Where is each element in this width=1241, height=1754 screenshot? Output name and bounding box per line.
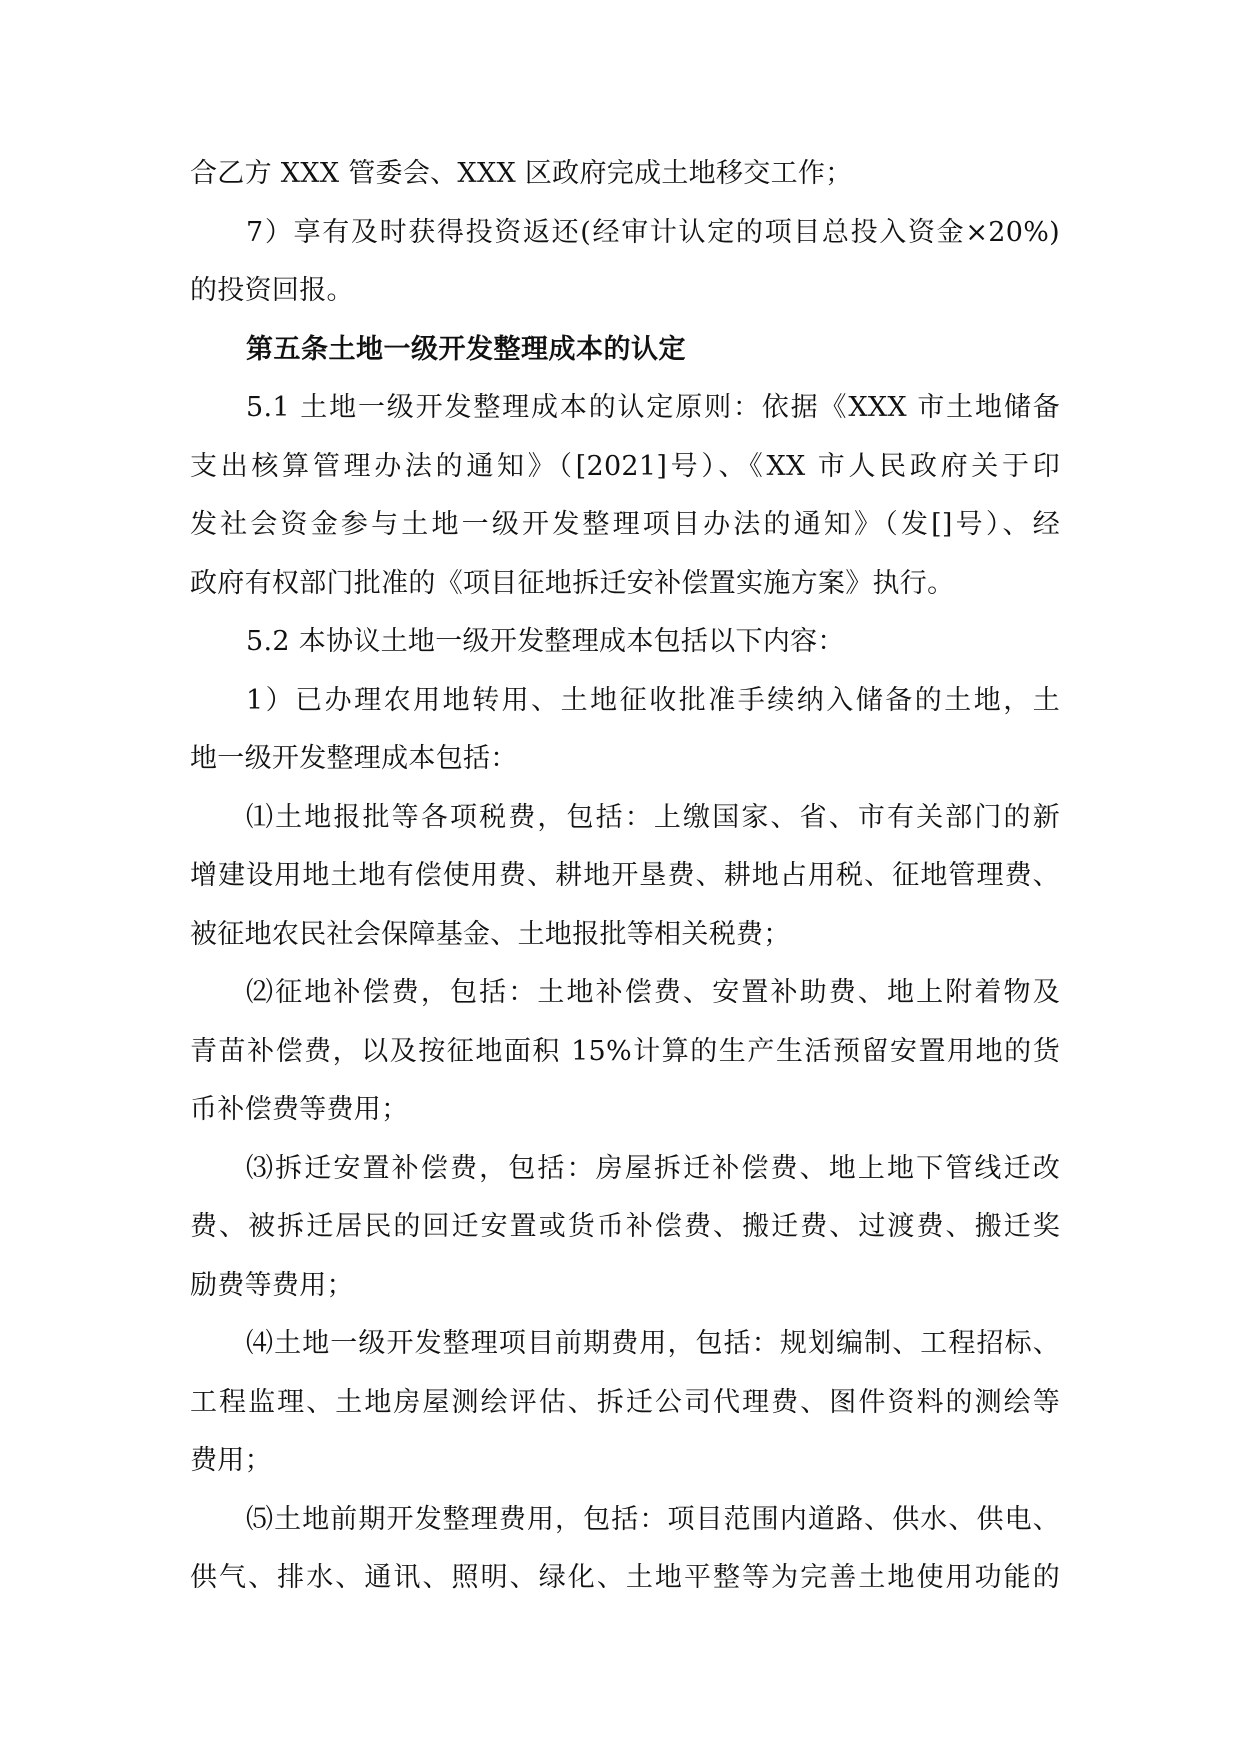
text-line: 地一级开发整理成本包括：	[190, 743, 518, 774]
text-line: 5.2 本协议土地一级开发整理成本包括以下内容：	[246, 626, 845, 657]
text-line: 供气、排水、通讯、照明、绿化、土地平整等为完善土地使用功能的	[190, 1562, 1060, 1593]
text-line: 的投资回报。	[190, 275, 354, 306]
text-line: ⑷土地一级开发整理项目前期费用，包括：规划编制、工程招标、	[246, 1328, 1060, 1359]
text-line: 政府有权部门批准的《项目征地拆迁安补偿置实施方案》执行。	[190, 567, 955, 599]
text-line: ⑶拆迁安置补偿费，包括：房屋拆迁补偿费、地上地下管线迁改	[246, 1152, 1060, 1184]
text-line: 增建设用地土地有偿使用费、耕地开垦费、耕地占用税、征地管理费、	[190, 860, 1060, 891]
text-line: 被征地农民社会保障基金、土地报批等相关税费；	[190, 918, 791, 950]
text-line: 5.1 土地一级开发整理成本的认定原则：依据《XXX 市土地储备	[246, 392, 1060, 423]
text-line: 7）享有及时获得投资返还(经审计认定的项目总投入资金×20%)	[246, 216, 1060, 248]
text-line: ⑵征地补偿费，包括：土地补偿费、安置补助费、地上附着物及	[246, 977, 1060, 1008]
text-line: ⑴土地报批等各项税费，包括：上缴国家、省、市有关部门的新	[246, 801, 1060, 833]
text-line: 费用；	[190, 1445, 272, 1476]
text-line: 1）已办理农用地转用、土地征收批准手续纳入储备的土地，土	[246, 684, 1060, 716]
section-heading: 第五条土地一级开发整理成本的认定	[246, 333, 686, 365]
text-line: 费、被拆迁居民的回迁安置或货币补偿费、搬迁费、过渡费、搬迁奖	[190, 1211, 1060, 1242]
text-line: 合乙方 XXX 管委会、XXX 区政府完成土地移交工作；	[190, 158, 853, 189]
text-line: 工程监理、土地房屋测绘评估、拆迁公司代理费、图件资料的测绘等	[190, 1386, 1060, 1418]
text-line: 发社会资金参与土地一级开发整理项目办法的通知》（发[]号）、经	[190, 509, 1060, 540]
text-line: 币补偿费等费用；	[190, 1094, 409, 1125]
document-body	[190, 145, 1060, 1608]
text-line: 励费等费用；	[190, 1269, 354, 1301]
text-line: 青苗补偿费，以及按征地面积 15%计算的生产生活预留安置用地的货	[190, 1035, 1060, 1067]
text-line: ⑸土地前期开发整理费用，包括：项目范围内道路、供水、供电、	[246, 1503, 1060, 1535]
text-line: 支出核算管理办法的通知》（[2021]号）、《XX 市人民政府关于印	[190, 450, 1060, 482]
